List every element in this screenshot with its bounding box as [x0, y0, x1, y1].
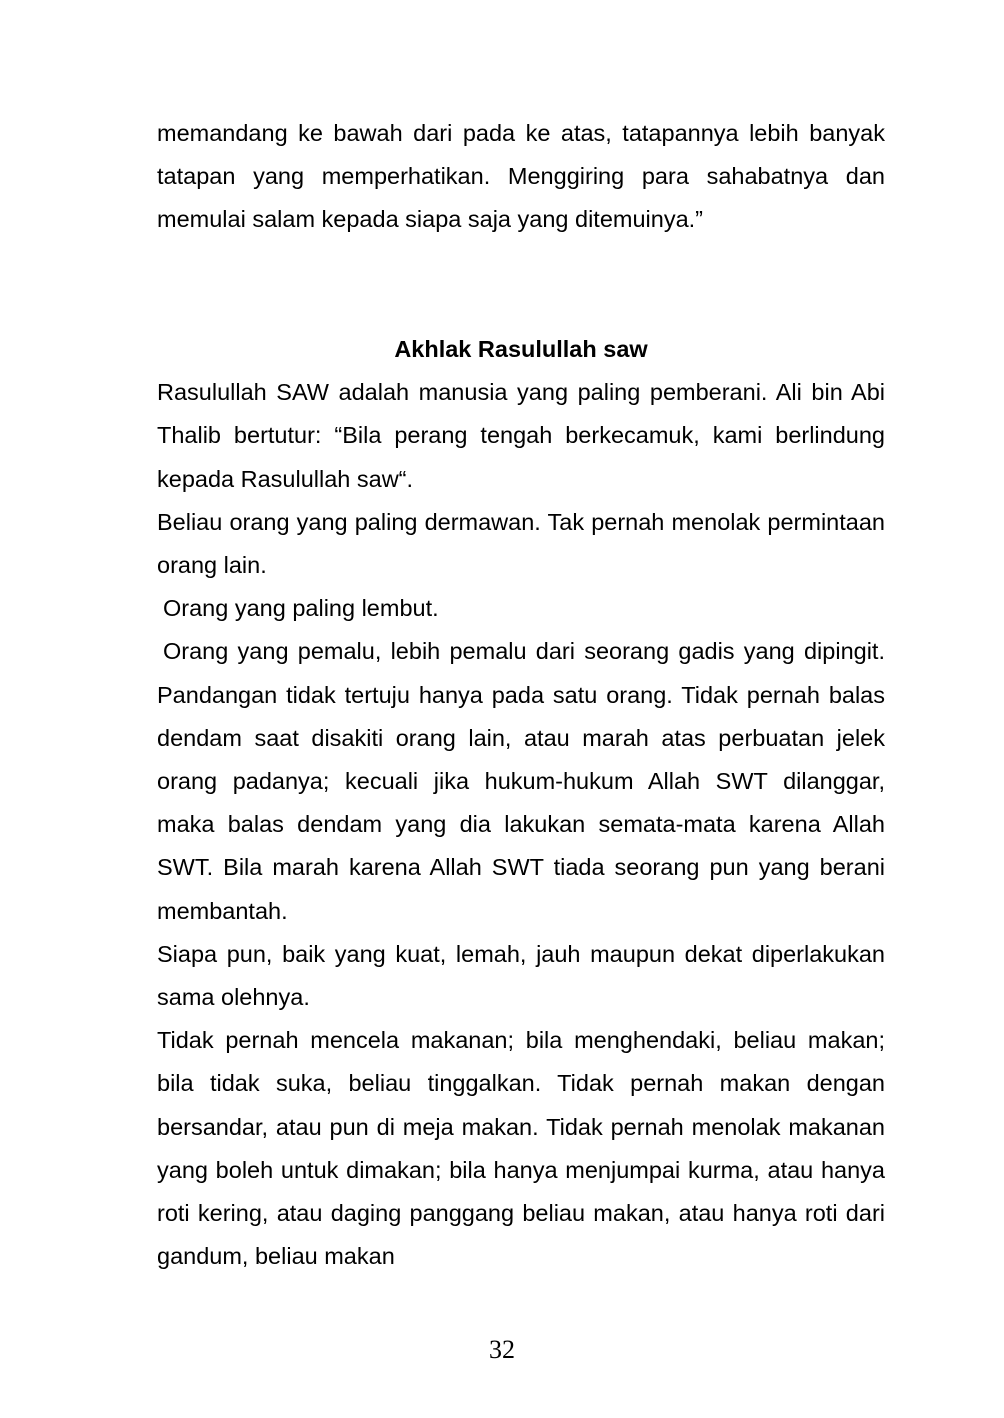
paragraph-food: Tidak pernah mencela makanan; bila menghendaki, beliau makan; bila tidak suka, beliau tinggalkan. Tidak pernah makan dengan bersandar, atau pun di meja makan. Tidak pernah menolak makanan yang boleh untuk dimakan; bila hanya menjumpai kurma, atau hanya roti kering, atau daging panggang beliau makan, atau hanya roti dari gandum, beliau makan [157, 1027, 885, 1270]
main-text-block [157, 328, 885, 1278]
paragraph-courage: Rasulullah SAW adalah manusia yang paling pemberani. Ali bin Abi Thalib bertutur: “Bila perang tengah berkecamuk, kami berlindung kepada Rasulullah saw“. [157, 379, 885, 492]
paragraph-modesty [157, 630, 885, 932]
section-heading: Akhlak Rasulullah saw [394, 336, 648, 362]
page-number: 32 [489, 1335, 515, 1364]
paragraph-gentleness: Orang yang paling lembut. [163, 595, 439, 622]
paragraph-modesty-text: Orang yang pemalu, lebih pemalu dari seorang gadis yang dipingit. Pandangan tidak tertuju hanya pada satu orang. Tidak pernah balas dendam saat disakiti orang lain, atau marah atas perbuatan jelek orang padanya; kecuali jika hukum-hukum Allah SWT dilanggar, maka balas dendam yang dia lakukan semata-mata karena Allah SWT. Bila marah karena Allah SWT tiada seorang pun yang berani membantah. [157, 638, 885, 924]
top-text-block [157, 112, 885, 242]
continuation-paragraph: memandang ke bawah dari pada ke atas, tatapannya lebih banyak tatapan yang memperhatikan. Menggiring para sahabatnya dan memulai salam kepada siapa saja yang ditemuinya.” [157, 120, 885, 233]
paragraph-generosity: Beliau orang yang paling dermawan. Tak pernah menolak permintaan orang lain. [157, 508, 885, 579]
paragraph-equality: Siapa pun, baik yang kuat, lemah, jauh maupun dekat diperlakukan sama olehnya. [157, 940, 885, 1011]
